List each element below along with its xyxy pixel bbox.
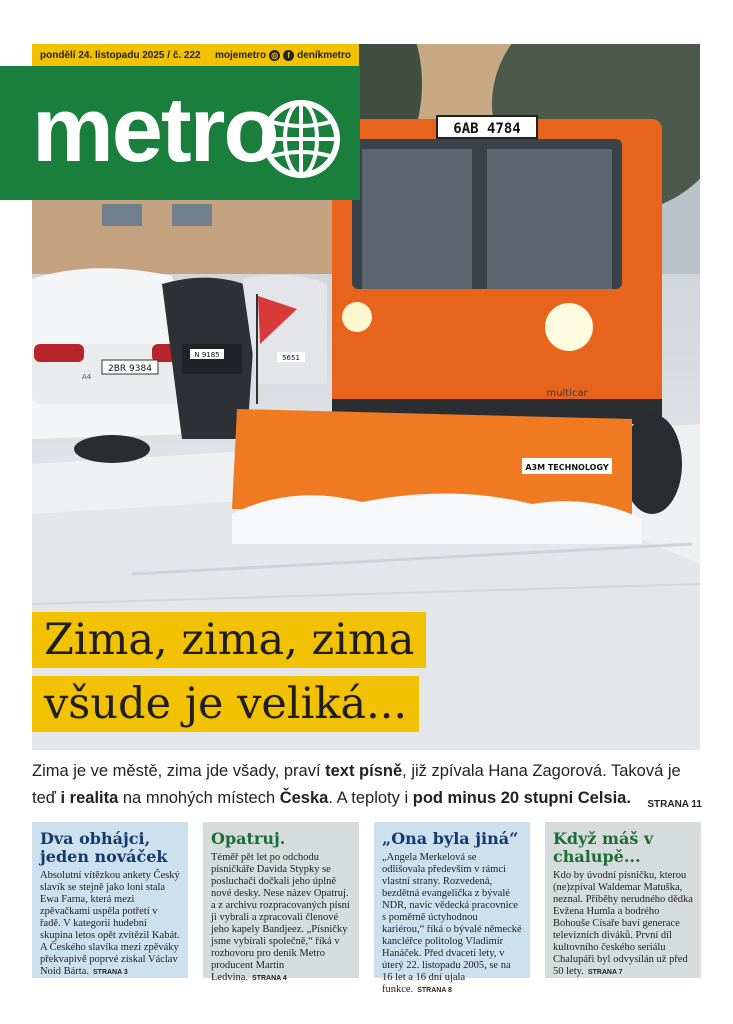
car-badge: A4	[82, 373, 92, 381]
lead-text: Zima je ve městě, zima jde všady, praví	[32, 762, 326, 780]
teaser-title: Opatruj.	[211, 829, 286, 848]
social-handle-1[interactable]: mojemetro	[214, 49, 267, 61]
teaser-text	[40, 870, 180, 979]
facebook-icon[interactable]: f	[283, 50, 294, 61]
metro-logo: metro	[32, 79, 278, 181]
lead-bold: Česka	[279, 789, 329, 807]
lead-text: na mnohých místech	[118, 789, 280, 807]
lead-bold: pod minus 20 stupni Celsia.	[412, 789, 631, 807]
headline-line-2: všude je veliká...	[32, 676, 419, 732]
date-issue-text: pondělí 24. listopadu 2025 / č. 222	[40, 49, 201, 61]
teaser-box[interactable]	[374, 822, 530, 995]
teaser-page-ref[interactable]: STRANA 4	[252, 975, 287, 982]
plow-license-plate: 6AB 4784	[453, 121, 521, 137]
teaser-body: Absolutní vítězkou ankety Český slavík se stejně jako loni stala Ewa Farna, která mezi zpěvačkami uspěla potřetí v řadě. V kategorii hudební skupina letos opět zvítězil Kabát. A Českého slavíka mezi zpěváky překvapivě poprvé získal Václav Noid Bárta.	[40, 870, 180, 977]
lead-text: , již zpívala Hana Zagorová. Taková je teď	[32, 762, 681, 807]
teaser-title: Když máš v chalupě...	[553, 829, 654, 866]
lead-paragraph	[32, 758, 702, 818]
car-plate-3: 5651	[282, 354, 300, 362]
teaser-body: Téměř pět let po odchodu písničkáře Davida Stypky se posluchači dočkali jeho úplně nové desky. Nese název Opatruj. a z archivu rozpracovaných písní ji vybrali a zpracovali členové jeho kapely Bandjeez. „Písničky jsme vybírali společně,“ říká v rozhovoru pro deník Metro producent Martin Ledvina.	[211, 852, 350, 983]
lead-text: . A teploty i	[328, 789, 413, 807]
social-handle-2[interactable]: deníkmetro	[297, 49, 351, 61]
date-issue-bar	[32, 44, 359, 66]
teaser-page-ref[interactable]: STRANA 3	[93, 969, 128, 976]
teaser-title: Dva obhájci, jeden nováček	[40, 829, 168, 866]
teaser-text	[382, 852, 522, 997]
teaser-box[interactable]	[203, 822, 359, 983]
teaser-page-ref[interactable]: STRANA 8	[417, 987, 452, 994]
instagram-icon[interactable]: ◎	[269, 50, 280, 61]
lead-page-ref[interactable]: STRANA 11	[647, 799, 702, 810]
teaser-body: Kdo by úvodní písničku, kterou (ne)zpíval Waldemar Matuška, neznal. Příběhy nerudného dědka Evžena Humla a bodrého Bohouše Císaře baví generace televizních diváků. První díl kultovního českého seriálu Chalupáři byl odvysílán už před 50 lety.	[553, 870, 693, 977]
masthead	[0, 66, 360, 200]
vehicle-brand-label: multicar	[546, 388, 588, 399]
plow-brand-label: A3M TECHNOLOGY	[525, 463, 609, 472]
car-plate-2: N 9185	[194, 351, 220, 359]
teaser-text	[211, 852, 351, 985]
teaser-title: „Ona byla jiná“	[382, 829, 519, 848]
globe-icon	[262, 100, 340, 178]
headline-line-1: Zima, zima, zima	[32, 612, 426, 668]
lead-bold: text písně	[325, 762, 403, 780]
social-links	[215, 50, 351, 61]
teaser-box[interactable]	[32, 822, 188, 978]
teaser-page-ref[interactable]: STRANA 7	[587, 969, 623, 976]
lead-bold: i realita	[60, 789, 119, 807]
teaser-text	[553, 870, 693, 979]
teaser-body: „Angela Merkelová se odlišovala především v rámci vlastní strany. Rozvedená, bezdětná evangelička z bývalé NDR, navíc vědecká pracovnice s poměrně úctyhodnou kariérou,“ říká o bývalé německé kancléřce politolog Vladimír Hanáček. Před dvaceti lety, v úterý 22. listopadu 2005, se na 16 let a 16 dní ujala funkce.	[382, 852, 522, 995]
car-plate-1: 2BR 9384	[108, 364, 152, 374]
teaser-box[interactable]	[545, 822, 701, 978]
